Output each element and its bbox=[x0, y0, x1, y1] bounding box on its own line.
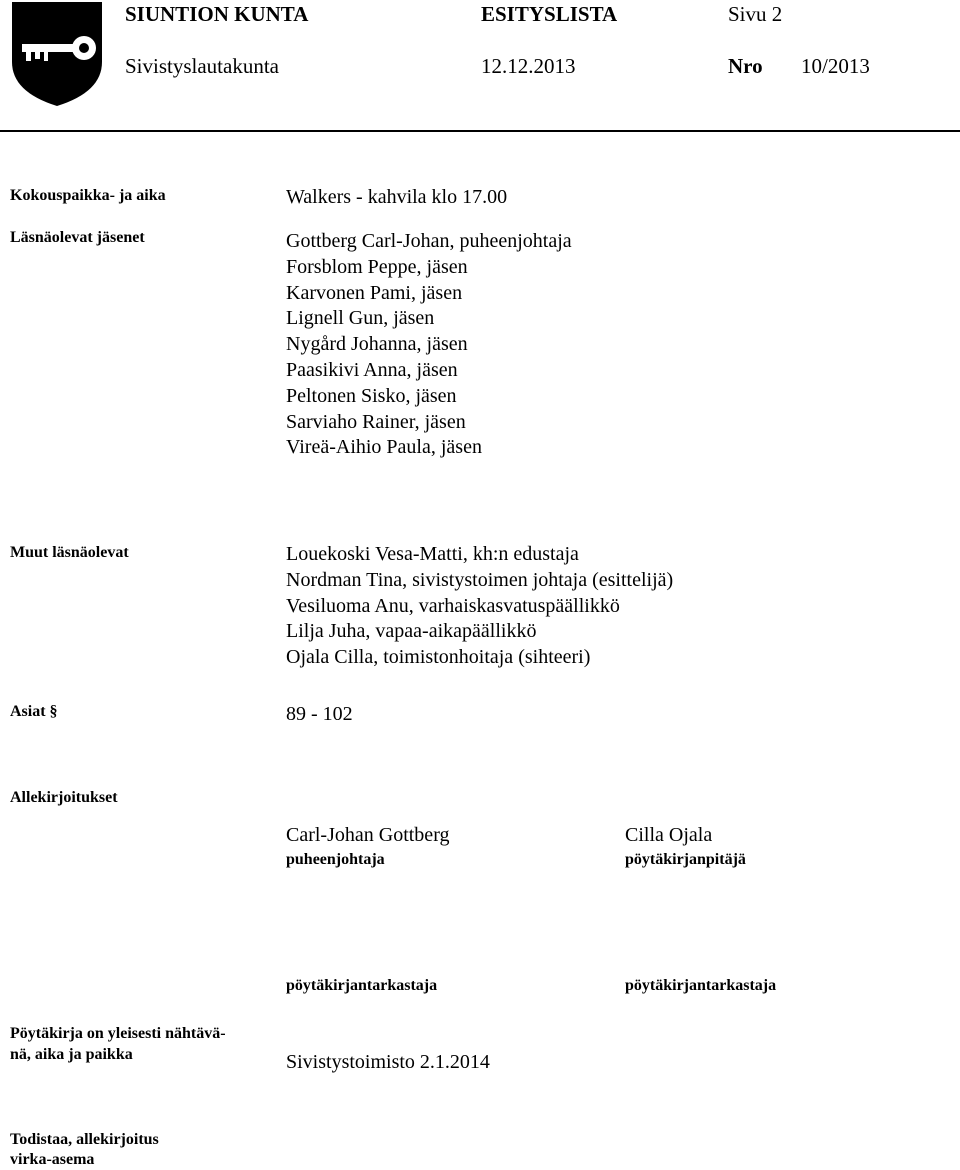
signatures-label: Allekirjoitukset bbox=[10, 789, 118, 806]
other-attendee-item: Ojala Cilla, toimistonhoitaja (sihteeri) bbox=[286, 646, 591, 669]
place-value: Walkers - kahvila klo 17.00 bbox=[286, 186, 508, 208]
municipality-name: SIUNTION KUNTA bbox=[125, 2, 309, 26]
certify-label-line2: virka-asema bbox=[10, 1151, 95, 1168]
public-value: Sivistystoimisto 2.1.2014 bbox=[286, 1051, 490, 1073]
place-label: Kokouspaikka- ja aika bbox=[10, 187, 166, 204]
members-list bbox=[286, 229, 572, 461]
board-name: Sivistyslautakunta bbox=[125, 54, 279, 78]
other-attendee-item: Louekoski Vesa-Matti, kh:n edustaja bbox=[286, 543, 579, 565]
inspector-2-role: pöytäkirjantarkastaja bbox=[625, 977, 777, 994]
items-label: Asiat § bbox=[10, 703, 58, 720]
member-item: Sarviaho Rainer, jäsen bbox=[286, 410, 466, 433]
chair-role: puheenjohtaja bbox=[286, 851, 385, 868]
municipality-crest-logo bbox=[10, 0, 104, 108]
member-item: Lignell Gun, jäsen bbox=[286, 307, 435, 330]
header-divider bbox=[0, 130, 960, 132]
other-attendee-item: Nordman Tina, sivistystoimen johtaja (esittelijä) bbox=[286, 568, 674, 591]
chair-name: Carl-Johan Gottberg bbox=[286, 824, 450, 846]
number-label: Nro bbox=[728, 54, 763, 78]
member-item: Peltonen Sisko, jäsen bbox=[286, 384, 457, 407]
member-item: Nygård Johanna, jäsen bbox=[286, 333, 468, 356]
other-attendee-item: Vesiluoma Anu, varhaiskasvatuspäällikkö bbox=[286, 594, 620, 617]
member-item: Karvonen Pami, jäsen bbox=[286, 281, 463, 304]
member-item: Paasikivi Anna, jäsen bbox=[286, 358, 458, 381]
member-item: Vireä-Aihio Paula, jäsen bbox=[286, 436, 482, 459]
secretary-name: Cilla Ojala bbox=[625, 824, 713, 846]
inspector-1-role: pöytäkirjantarkastaja bbox=[286, 977, 438, 994]
secretary-role: pöytäkirjanpitäjä bbox=[625, 851, 746, 868]
member-item: Forsblom Peppe, jäsen bbox=[286, 255, 468, 278]
members-label: Läsnäolevat jäsenet bbox=[10, 229, 145, 246]
number-value: 10/2013 bbox=[801, 54, 870, 78]
other-attendee-item: Lilja Juha, vapaa-aikapäällikkö bbox=[286, 620, 537, 643]
public-label-line2: nä, aika ja paikka bbox=[10, 1046, 133, 1063]
meeting-date: 12.12.2013 bbox=[481, 54, 576, 78]
others-list bbox=[286, 542, 673, 671]
items-range: 89 - 102 bbox=[286, 703, 353, 725]
page-number: Sivu 2 bbox=[728, 2, 783, 26]
public-label-line1: Pöytäkirja on yleisesti nähtävä- bbox=[10, 1025, 226, 1042]
document-type: ESITYSLISTA bbox=[481, 2, 618, 26]
others-label: Muut läsnäolevat bbox=[10, 544, 129, 561]
member-item: Gottberg Carl-Johan, puheenjohtaja bbox=[286, 230, 572, 252]
certify-label-line1: Todistaa, allekirjoitus bbox=[10, 1131, 159, 1148]
